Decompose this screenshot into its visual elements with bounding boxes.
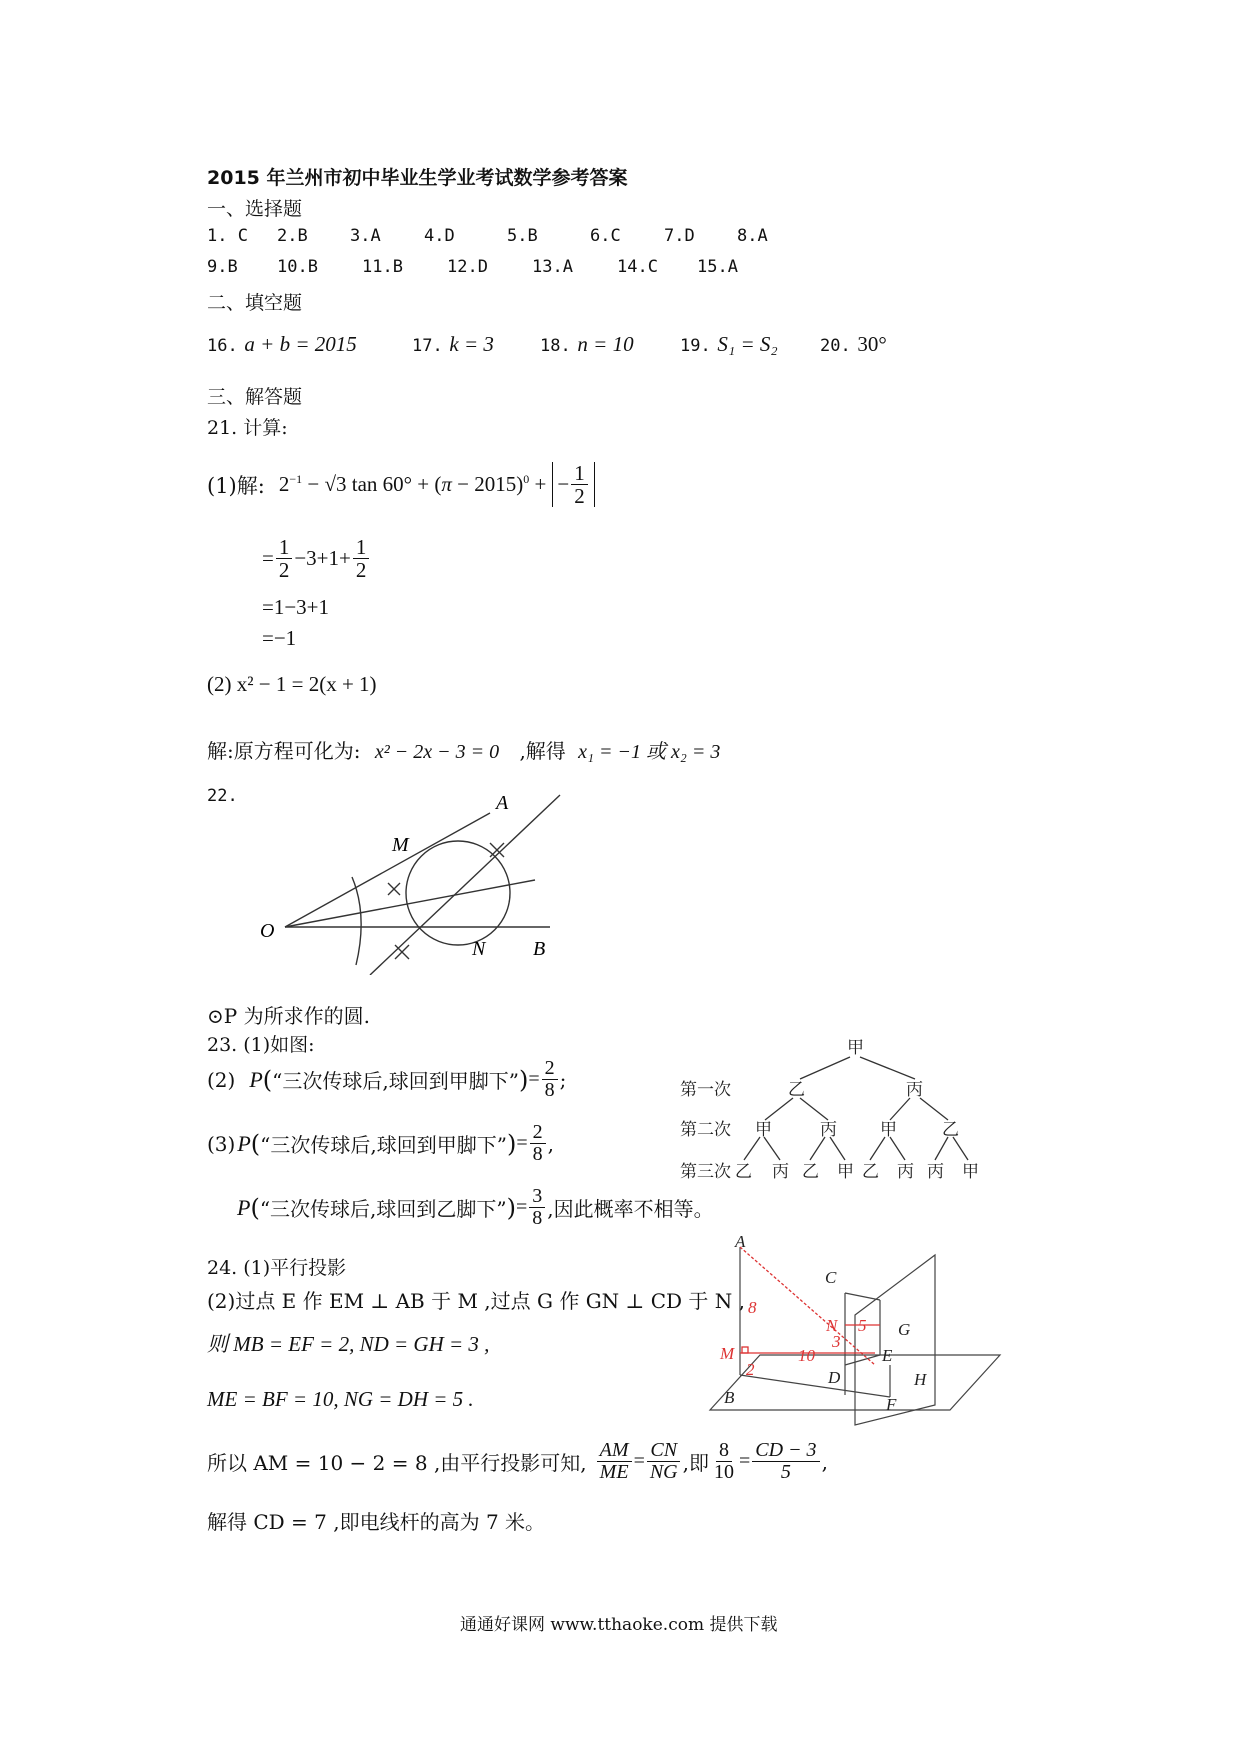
q23-part3-b: P ( “三次传球后,球回到乙脚下” ) = $\frac{3}{8}$ ,因此概率不相等。 (237, 1185, 714, 1229)
roots: x₁ = −1 或 x₂ = 3 (578, 741, 721, 763)
length-8: 8 (748, 1298, 757, 1317)
q21-step2: =1−3+1 (262, 595, 330, 619)
section-heading-choice: 一、选择题 (207, 198, 303, 220)
choice-answer: 6.C (590, 226, 621, 246)
length-5: 5 (858, 1316, 867, 1335)
q21-heading: 21. 计算: (207, 417, 288, 439)
ray-oa (285, 813, 490, 927)
choice-answer: 5.B (507, 226, 538, 246)
q24-line-3: 则 MB = EF = 2, ND = GH = 3 , (207, 1332, 490, 1356)
tree-leaf: 乙 (862, 1162, 879, 1181)
answer-value: S₁ = S₂ (717, 332, 778, 356)
section-heading-solve: 三、解答题 (207, 386, 303, 408)
tree-root: 甲 (847, 1038, 864, 1057)
answer-value: 30° (857, 332, 887, 356)
question-number: 16. (207, 336, 238, 356)
solution-text: 解:原方程可化为: (207, 739, 361, 763)
fill-answer-16 (207, 332, 357, 357)
question-number: 18. (540, 336, 571, 356)
q22-construction-figure (250, 775, 570, 975)
label-c: C (825, 1268, 837, 1287)
answer-value: n = 10 (577, 332, 634, 356)
label-m: M (720, 1344, 735, 1363)
tree-node: 丙 (906, 1080, 923, 1099)
label-n: N (826, 1316, 838, 1335)
answer-value: k = 3 (449, 332, 494, 356)
choice-answer: 7.D (664, 226, 695, 246)
section-heading-fill: 二、填空题 (207, 292, 303, 314)
tree-round-label: 第二次 (680, 1120, 731, 1139)
q22-heading: 22. (207, 786, 238, 806)
numerator: 2 (542, 1058, 558, 1080)
part-label: (2) (207, 1067, 236, 1092)
question-number: 19. (680, 336, 711, 356)
label-g: G (898, 1320, 911, 1339)
tree-leaf: 乙 (802, 1162, 819, 1181)
fill-answer-18 (540, 332, 634, 357)
q23-part2: (2) P ( “三次传球后,球回到甲脚下” ) = $\frac{2}{8}$ ; (207, 1057, 567, 1101)
length-3: 3 (832, 1332, 841, 1351)
question-number: 17. (412, 336, 443, 356)
denominator: 8 (532, 1207, 543, 1229)
label-b: B (533, 938, 546, 960)
choice-answer: 13.A (532, 257, 573, 277)
q21-part2-equation: (2) x² − 1 = 2(x + 1) (207, 672, 377, 696)
part-label: (3) (207, 1131, 236, 1156)
fill-answer-20 (820, 332, 887, 357)
q24-line-6: 解得 CD = 7 ,即电线杆的高为 7 米。 (207, 1510, 546, 1534)
choice-answer: 3.A (350, 226, 381, 246)
absolute-value: − $\frac{1}{2}$ (552, 462, 594, 507)
label-d: D (828, 1368, 841, 1387)
answer-value: a + b = 2015 (244, 332, 357, 356)
tree-node: 乙 (942, 1120, 959, 1139)
choice-answer: 8.A (737, 226, 768, 246)
tree-round-label: 第三次 (680, 1162, 731, 1181)
label-n: N (472, 938, 486, 960)
shadow-bf (740, 1375, 890, 1397)
tree-leaf: 丙 (772, 1162, 789, 1181)
fill-answer-17 (412, 332, 494, 357)
construction-arc (352, 877, 361, 965)
q23-part3-a: (3) P ( “三次传球后,球回到甲脚下” ) = $\frac{2}{8}$ , (207, 1121, 554, 1165)
tree-leaf: 甲 (837, 1162, 854, 1181)
q24-line-2: (2)过点 E 作 EM ⊥ AB 于 M ,过点 G 作 GN ⊥ CD 于 N , (207, 1289, 745, 1313)
numerator: 8 (716, 1440, 732, 1462)
q22-note: ⊙P 为所求作的圆. (207, 1004, 370, 1028)
q24-line-5: 所以 AM = 10 − 2 = 8 ,由平行投影可知, $\frac{AM}{ME}$ = $\frac{CN}{NG}$ ,即 $\frac{8}{10}$ = $\frac{CD - 3}{5}$ , (207, 1439, 828, 1483)
label-m: M (392, 834, 409, 856)
choice-answer: 9.B (207, 257, 238, 277)
label-b: B (724, 1388, 735, 1407)
numerator: 3 (529, 1186, 545, 1208)
numerator: 2 (530, 1122, 546, 1144)
tree-node: 甲 (755, 1120, 772, 1139)
q21-step1: = $\frac{1}{2}$ −3+1+ $\frac{1}{2}$ (262, 536, 371, 581)
page-footer: 通通好课网 www.tthaoke.com 提供下载 (460, 1615, 778, 1635)
label-f: F (886, 1395, 897, 1414)
choice-answer: 2.B (277, 226, 308, 246)
choice-answer: 11.B (362, 257, 403, 277)
q24-line-4: ME = BF = 10, NG = DH = 5 . (207, 1387, 474, 1411)
tree-node: 丙 (820, 1120, 837, 1139)
label-a: A (735, 1235, 746, 1251)
choice-answer: 14.C (617, 257, 658, 277)
math-expression: $2^{-1} - √3$ $\tan 60^\circ + (\pi - 2015)^0$ + (278, 472, 547, 497)
denominator: 8 (532, 1143, 543, 1165)
event-description: “三次传球后,球回到甲脚下” (260, 1133, 507, 1157)
tree-node: 乙 (788, 1080, 805, 1099)
q21-part2-solution (207, 735, 720, 764)
length-2: 2 (746, 1360, 755, 1379)
tree-leaf: 丙 (927, 1162, 944, 1181)
label-a: A (496, 792, 509, 814)
choice-answer: 12.D (447, 257, 488, 277)
denominator: 10 (714, 1461, 734, 1483)
denominator: 5 (780, 1461, 791, 1483)
q21-part1-expression (207, 462, 595, 507)
tree-leaf: 丙 (897, 1162, 914, 1181)
choice-answer: 15.A (697, 257, 738, 277)
solution-text: ,解得 (519, 739, 566, 763)
denominator: 8 (544, 1079, 555, 1101)
label-h: H (914, 1370, 927, 1389)
question-number: 20. (820, 336, 851, 356)
conclusion-text: ,因此概率不相等。 (547, 1197, 714, 1221)
explanation-text: ,即 (682, 1451, 709, 1475)
numerator: AM (597, 1440, 632, 1462)
circle-p (406, 841, 510, 945)
quadratic-equation: x² − 2x − 3 = 0 (374, 741, 500, 763)
explanation-text: 所以 AM = 10 − 2 = 8 ,由平行投影可知, (207, 1451, 587, 1475)
q24-heading: 24. (1)平行投影 (207, 1257, 347, 1279)
denominator: ME (599, 1461, 629, 1483)
label-o: O (260, 920, 275, 942)
q21-step3: =−1 (262, 626, 297, 650)
denominator: NG (649, 1461, 678, 1483)
label-e: E (882, 1346, 893, 1365)
arc-mark (388, 883, 400, 895)
choice-answer: 10.B (277, 257, 318, 277)
tree-round-label: 第一次 (680, 1080, 731, 1099)
part-label: (1)解: (207, 473, 265, 498)
q24-projection-figure (650, 1235, 1020, 1435)
tree-leaf: 甲 (962, 1162, 979, 1181)
event-description: “三次传球后,球回到乙脚下” (259, 1197, 507, 1221)
numerator: CN (647, 1440, 680, 1462)
fill-answer-19 (680, 332, 778, 357)
equals-sign: = (262, 546, 274, 571)
tree-leaf: 乙 (735, 1162, 752, 1181)
numerator: CD − 3 (752, 1440, 819, 1462)
choice-answer: 4.D (424, 226, 455, 246)
q23-heading: 23. (1)如图: (207, 1034, 315, 1056)
q23-tree-diagram (680, 1035, 1010, 1190)
page-title: 2015 年兰州市初中毕业生学业考试数学参考答案 (207, 167, 628, 189)
tree-node: 甲 (880, 1120, 897, 1139)
length-10: 10 (798, 1346, 815, 1365)
event-description: “三次传球后,球回到甲脚下” (272, 1069, 519, 1093)
arc-mark (395, 945, 409, 959)
angle-bisector (285, 880, 535, 927)
choice-answer: 1. C (207, 226, 248, 246)
